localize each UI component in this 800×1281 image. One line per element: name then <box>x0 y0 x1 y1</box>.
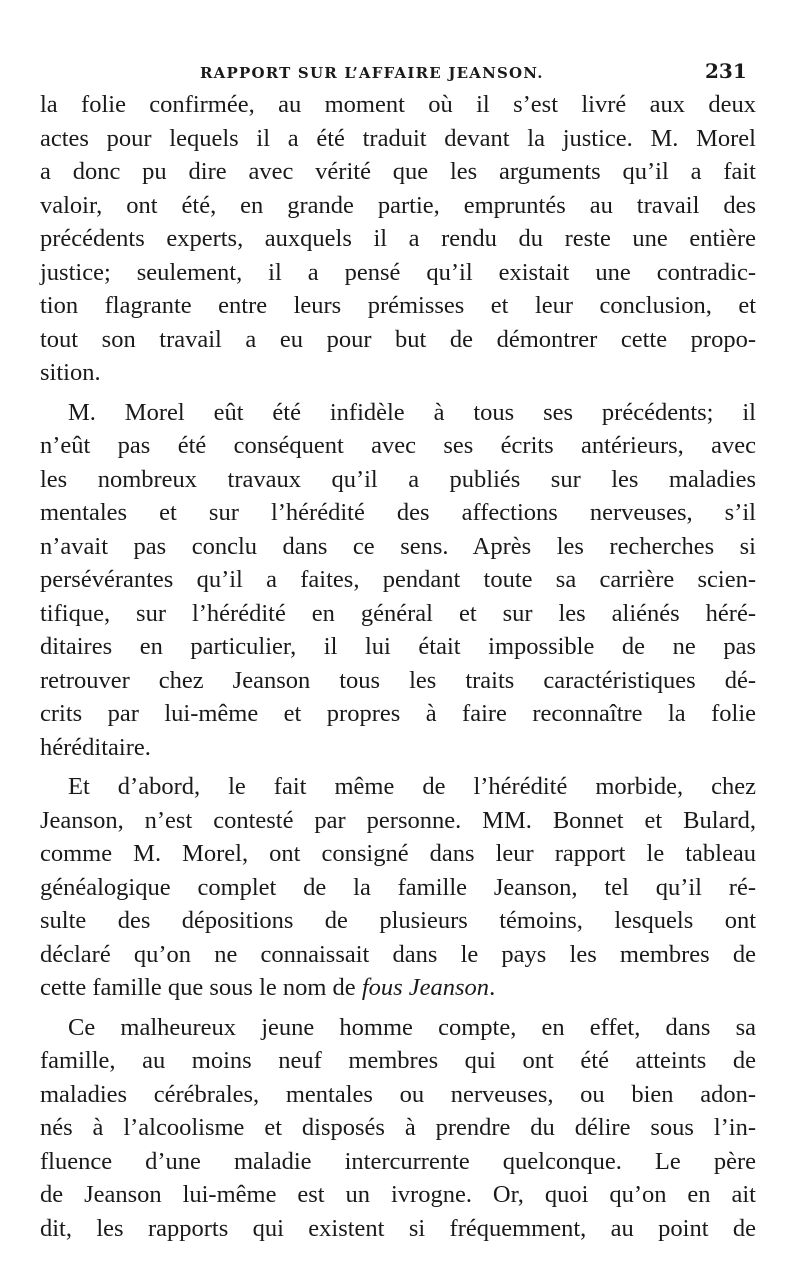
text-line: nés à l’alcoolisme et disposés à prendre du délire sous l’in- <box>40 1114 756 1141</box>
text-line: maladies cérébrales, mentales ou nerveuses, ou bien adon- <box>40 1080 756 1108</box>
text-line <box>40 971 756 1005</box>
text-line: Jeanson, n’est contesté par personne. MM. Bonnet et Bulard, <box>40 806 756 834</box>
text-line: Et d’abord, le fait même de l’hérédité morbide, chez <box>68 773 756 800</box>
text-line: justice; seulement, il a pensé qu’il existait une contradic- <box>40 258 756 286</box>
paragraph <box>40 396 756 765</box>
text-line: actes pour lequels il a été traduit devant la justice. M. Morel <box>40 124 756 152</box>
text-line: famille, au moins neuf membres qui ont été atteints de <box>40 1047 756 1074</box>
text-line: mentales et sur l’hérédité des affections nerveuses, s’il <box>40 499 756 526</box>
text-line: fluence d’une maladie intercurrente quelconque. Le père <box>40 1147 756 1175</box>
paragraph <box>40 88 756 390</box>
text-line: Ce malheureux jeune homme compte, en effet, dans sa <box>68 1013 756 1041</box>
text-line: M. Morel eût été infidèle à tous ses précédents; il <box>68 398 756 426</box>
body-text <box>40 88 756 1245</box>
text-line: n’avait pas conclu dans ce sens. Après les recherches si <box>40 532 756 560</box>
text-line: les nombreux travaux qu’il a publiés sur les maladies <box>40 465 756 493</box>
text-line: tifique, sur l’hérédité en général et sur les aliénés héré- <box>40 599 756 627</box>
text-line: généalogique complet de la famille Jeanson, tel qu’il ré- <box>40 873 756 901</box>
text-line: dit, les rapports qui existent si fréquemment, au point de <box>40 1214 756 1242</box>
text-line: persévérantes qu’il a faites, pendant toute sa carrière scien- <box>40 566 756 593</box>
text-line: crits par lui-même et propres à faire reconnaître la folie <box>40 700 756 727</box>
text-line: de Jeanson lui-même est un ivrogne. Or, quoi qu’on en ait <box>40 1181 756 1208</box>
text-line: ditaires en particulier, il lui était impossible de ne pas <box>40 633 756 660</box>
text-line: héréditaire. <box>40 733 151 761</box>
text-line: la folie confirmée, au moment où il s’est livré aux deux <box>40 91 756 118</box>
text-run: . <box>489 974 496 1001</box>
text-run: cette famille que sous le nom de <box>40 974 362 1001</box>
text-line: tout son travail a eu pour but de démontrer cette propo- <box>40 325 756 353</box>
text-line: sulte des dépositions de plusieurs témoins, lesquels ont <box>40 907 756 934</box>
text-line: comme M. Morel, ont consigné dans leur rapport le tableau <box>40 840 756 867</box>
text-line: n’eût pas été conséquent avec ses écrits antérieurs, avec <box>40 432 756 459</box>
text-line: valoir, ont été, en grande partie, empruntés au travail des <box>40 191 756 219</box>
paragraph <box>40 1011 756 1246</box>
text-line: tion flagrante entre leurs prémisses et leur conclusion, et <box>40 292 756 319</box>
text-line: sition. <box>40 359 101 386</box>
running-title: RAPPORT SUR L’AFFAIRE JEANSON. <box>200 64 544 82</box>
text-line: précédents experts, auxquels il a rendu du reste une entière <box>40 225 756 252</box>
text-line: retrouver chez Jeanson tous les traits caractéristiques dé- <box>40 666 756 694</box>
running-head <box>0 58 800 88</box>
text-line: a donc pu dire avec vérité que les arguments qu’il a fait <box>40 158 756 185</box>
text-line: déclaré qu’on ne connaissait dans le pays les membres de <box>40 940 756 968</box>
paragraph <box>40 770 756 1005</box>
italic-phrase: fous Jeanson <box>361 974 490 1001</box>
page-number: 231 <box>705 59 747 83</box>
